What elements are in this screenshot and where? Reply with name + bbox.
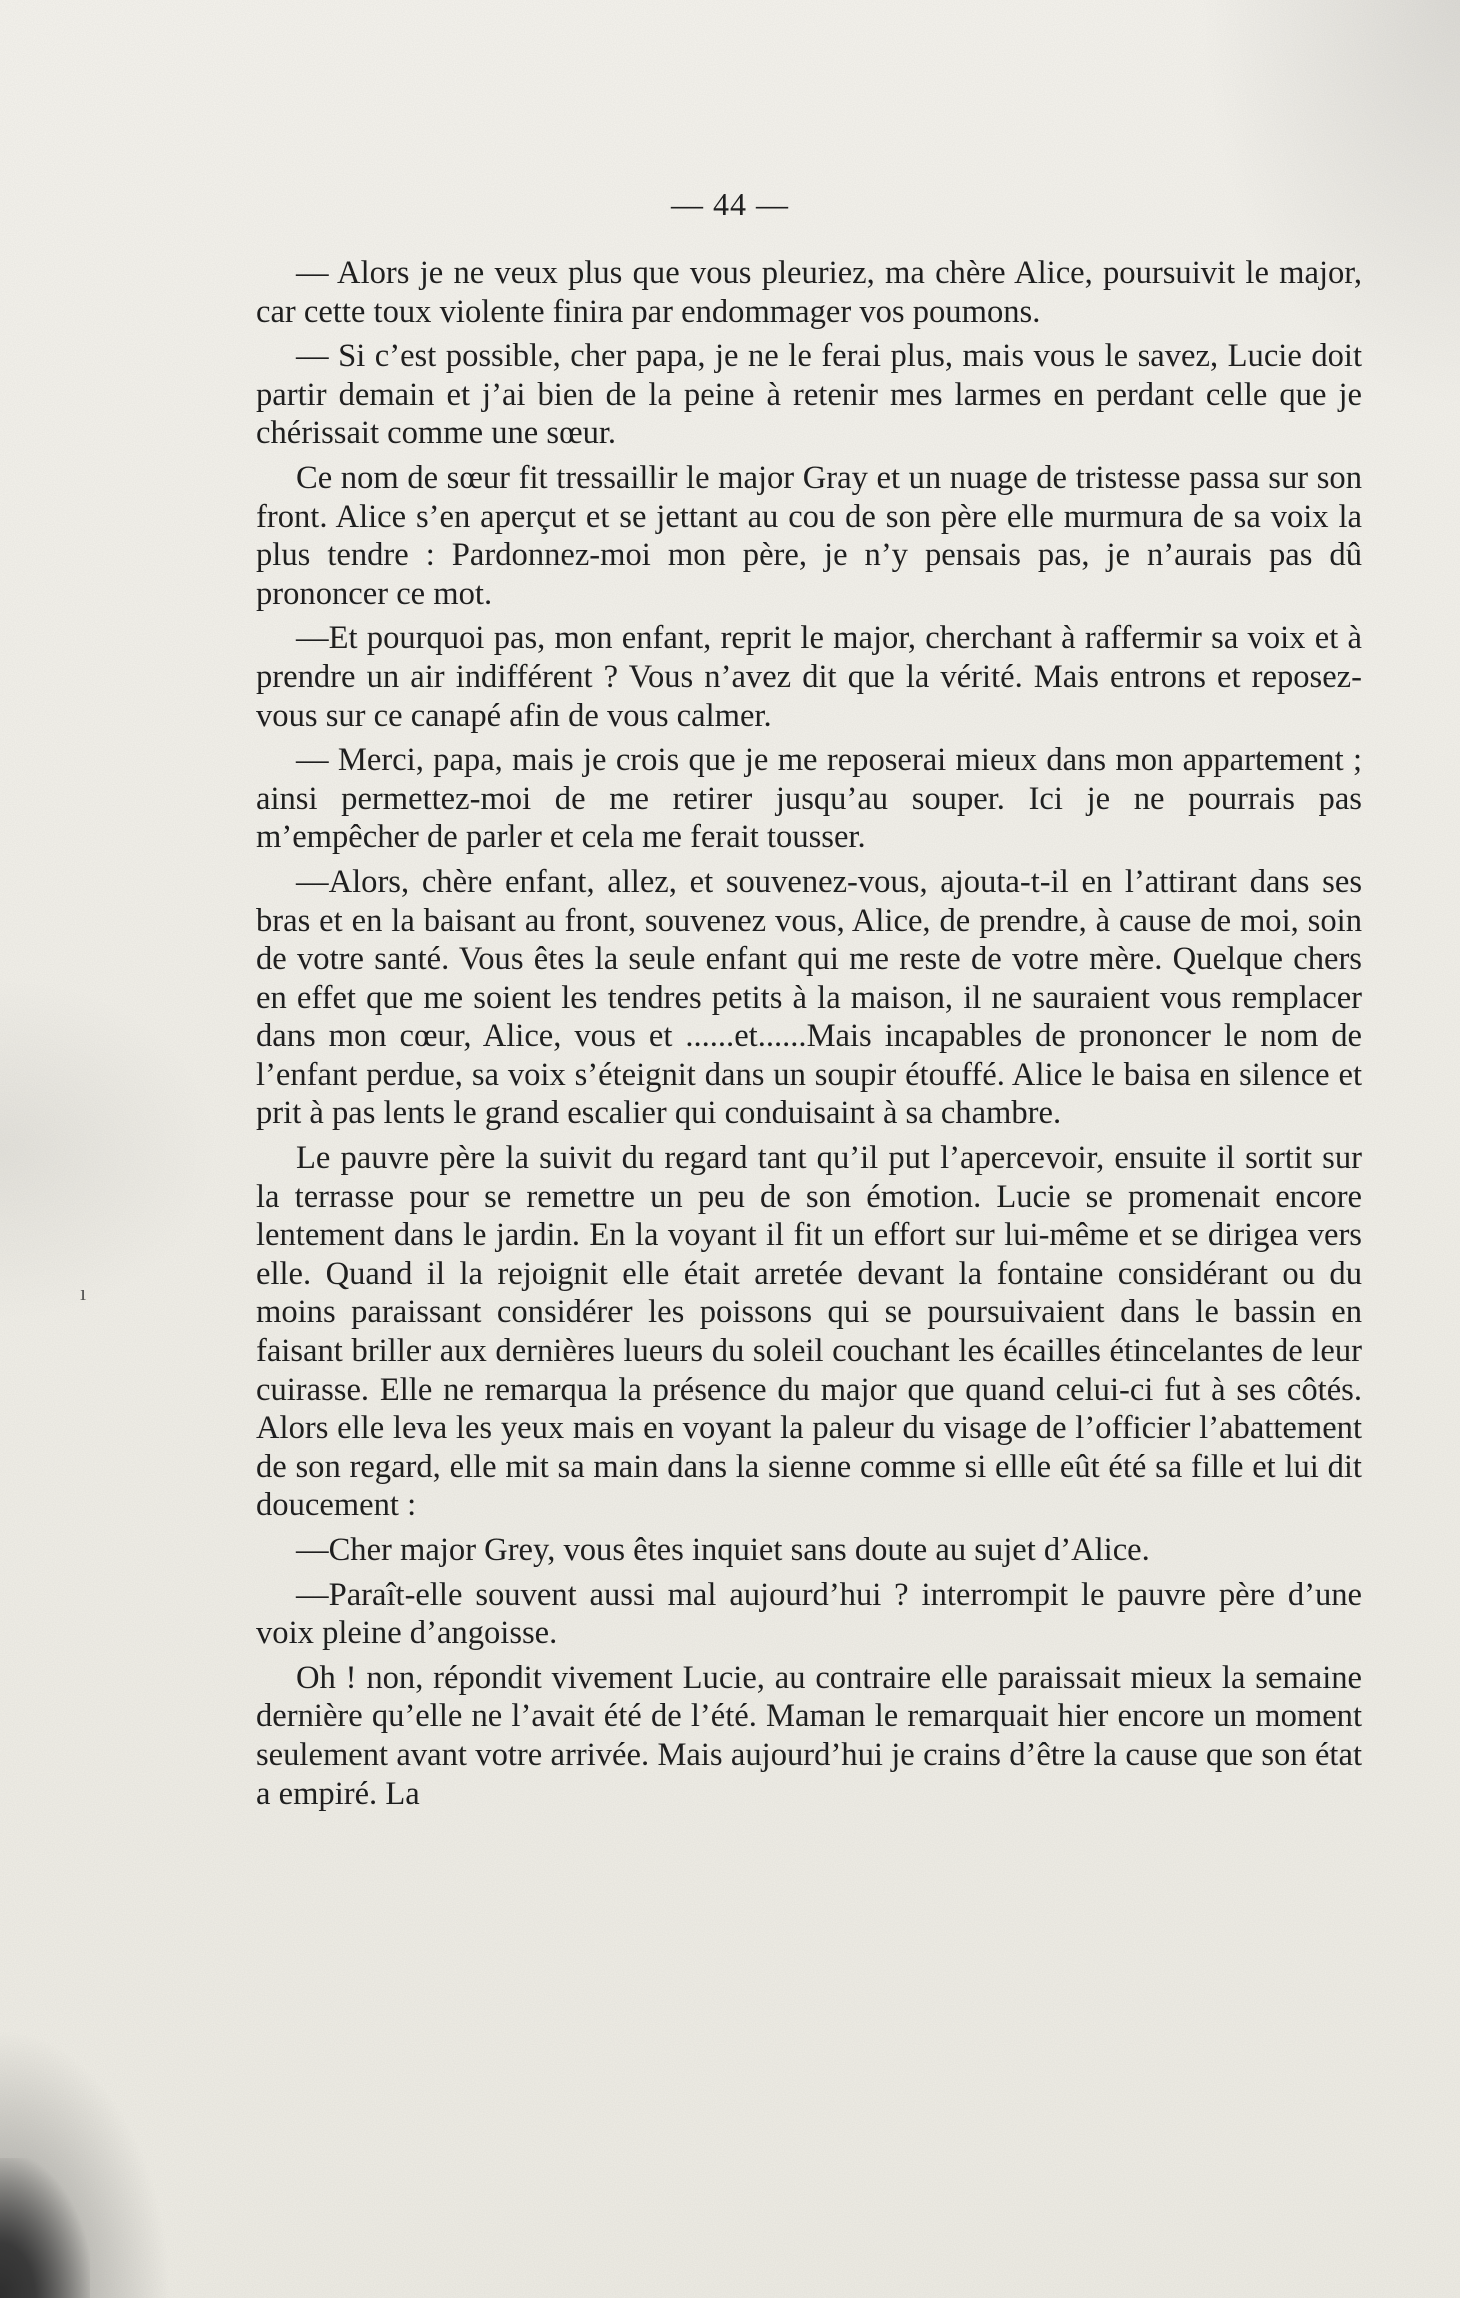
paragraph-6: —Alors, chère enfant, allez, et souvenez-vous, ajouta-t-il en l’attirant dans ses bras et en la baisant au front, souvenez vous, Alice, de prendre, à cause de moi, soin de votre santé. Vous êtes la seule enfant qui me reste de votre mère. Quelque chers en effet que me soient les tendres petits à la maison, il ne sauraient vous remplacer dans mon cœur, Alice, vous et ......et......Mais incapables de prononcer le nom de l’enfant perdue, sa voix s’éteignit dans un soupir étouffé. Alice le baisa en silence et prit à pas lents le grand escalier qui conduisaint à sa chambre.: [256, 863, 1362, 1132]
ink-blot-corner: [0, 2158, 90, 2298]
page-number: — 44 —: [671, 186, 789, 222]
margin-mark: ı: [80, 1280, 87, 1305]
paragraph-10: Oh ! non, répondit vivement Lucie, au contraire elle paraissait mieux la semaine dernière qu’elle ne l’avait été de l’été. Maman le remarquait hier encore un moment seulement avant votre arrivée. Mais aujourd’hui je crains d’être la cause que son état a empiré. La: [256, 1659, 1362, 1812]
paragraph-8: —Cher major Grey, vous êtes inquiet sans doute au sujet d’Alice.: [296, 1532, 1150, 1568]
paragraph-3: Ce nom de sœur fit tressaillir le major Gray et un nuage de tristesse passa sur son front. Alice s’en aperçut et se jettant au cou de son père elle murmura de sa voix la plus tendre : Pardonnez-moi mon père, je n’y pensais pas, je n’aurais pas dû prononcer ce mot.: [256, 459, 1362, 612]
paragraph-4: —Et pourquoi pas, mon enfant, reprit le major, cherchant à raffermir sa voix et à prendre un air indifférent ? Vous n’avez dit que la vérité. Mais entrons et reposez-vous sur ce canapé afin de vous calmer.: [256, 620, 1362, 734]
paragraph-7: Le pauvre père la suivit du regard tant qu’il put l’apercevoir, ensuite il sortit sur la terrasse pour se remettre un peu de son émotion. Lucie se promenait encore lentement dans le jardin. En la voyant il fit un effort sur lui-même et se dirigea vers elle. Quand il la rejoignit elle était arretée devant la fontaine considérant ou du moins paraissant considérer les poissons qui se poursuivaient dans le bassin en faisant briller aux dernières lueurs du soleil couchant les écailles étincelantes de leur cuirasse. Elle ne remarqua la présence du major que quand celui-ci fut à ses côtés. Alors elle leva les yeux mais en voyant la paleur du visage de l’officier l’abattement de son regard, elle mit sa main dans la sienne comme si ellle eût été sa fille et lui dit doucement :: [256, 1140, 1362, 1524]
paragraph-5: — Merci, papa, mais je crois que je me reposerai mieux dans mon appartement ; ainsi permettez-moi de me retirer jusqu’au souper. Ici je ne pourrais pas m’empêcher de parler et cela me ferait tousser.: [256, 742, 1362, 856]
paragraph-1: — Alors je ne veux plus que vous pleuriez, ma chère Alice, poursuivit le major, car cette toux violente finira par endommager vos poumons.: [256, 255, 1362, 330]
body-text: [256, 254, 1362, 1819]
paragraph-2: — Si c’est possible, cher papa, je ne le ferai plus, mais vous le savez, Lucie doit partir demain et j’ai bien de la peine à retenir mes larmes en perdant celle que je chérissait comme une sœur.: [256, 338, 1362, 452]
paragraph-9: —Paraît-elle souvent aussi mal aujourd’hui ? interrompit le pauvre père d’une voix pleine d’angoisse.: [256, 1576, 1362, 1652]
